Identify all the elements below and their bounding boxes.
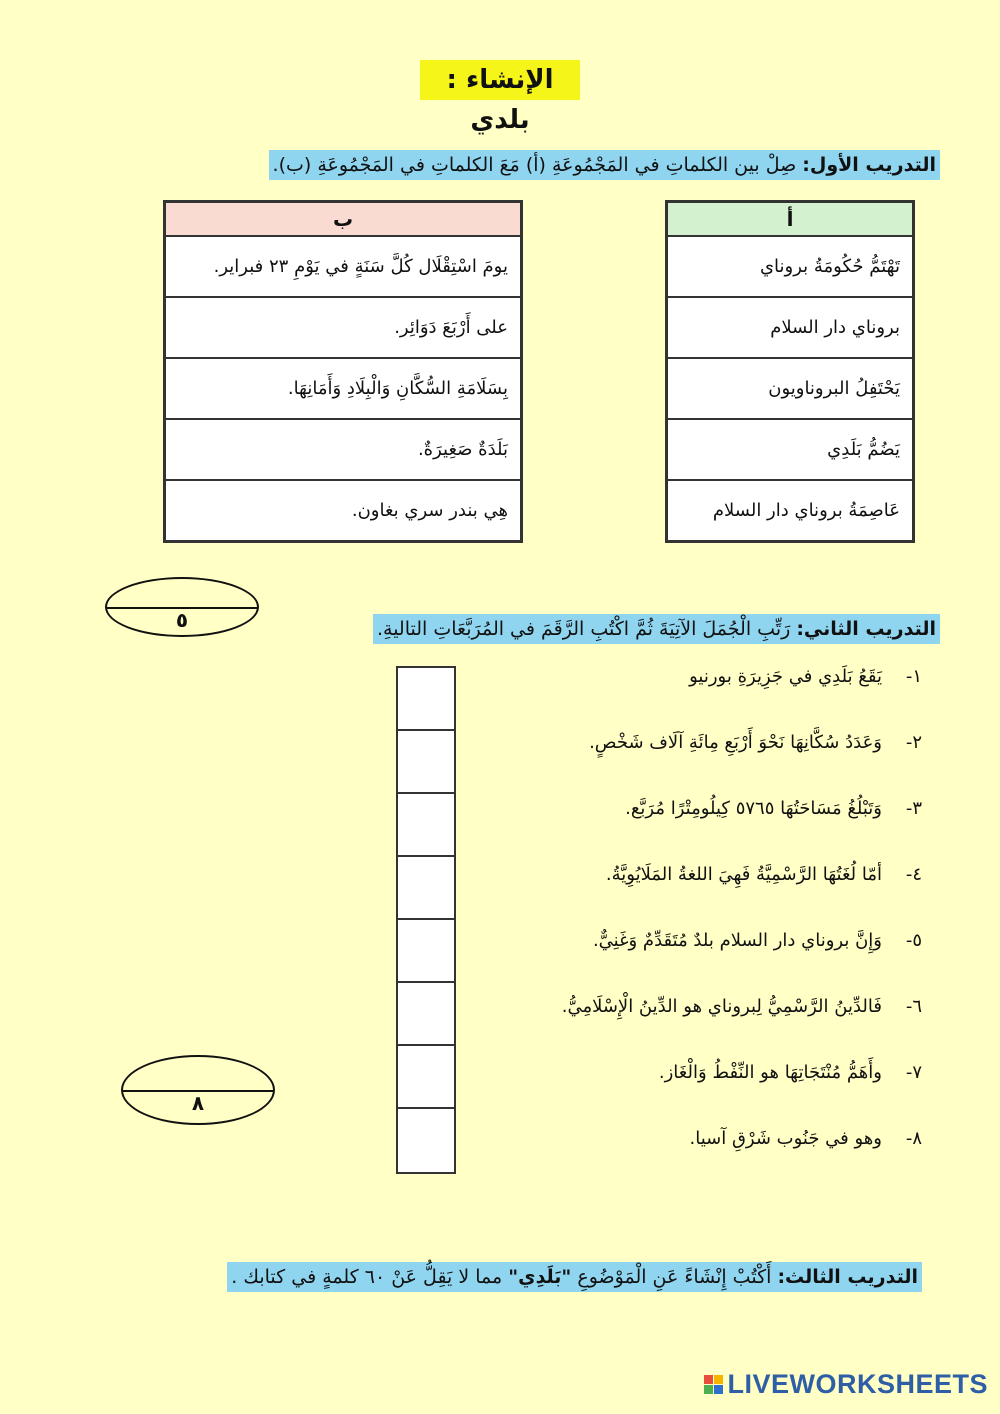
sentence-number: ٧- xyxy=(905,1062,922,1083)
sentence-item xyxy=(482,1056,922,1122)
group-b-item[interactable]: يومَ اسْتِقْلَال كُلَّ سَنَةٍ في يَوْمِ ٢٣ فبراير. xyxy=(165,236,522,297)
answer-box[interactable] xyxy=(398,920,454,983)
exercise-1-label: التدريب الأول: xyxy=(802,154,936,176)
sentence-number: ٨- xyxy=(905,1128,922,1149)
exercise-3-topic: "بَلَدِي" xyxy=(508,1266,572,1288)
sentence-text: فَالدِّينُ الرَّسْمِيُّ لِبروناي هو الدِّينُ الْإِسْلَامِيُّ. xyxy=(561,996,882,1017)
sentence-text: وهو في جَنُوب شَرْقِ آسيا. xyxy=(689,1128,882,1149)
group-b-item[interactable]: بِسَلَامَةِ السُّكَّانِ وَالْبِلَادِ وَأَمَانِهَا. xyxy=(165,358,522,419)
score-oval-exercise-1 xyxy=(105,577,259,637)
sentence-item xyxy=(482,660,922,726)
exercise-2-instruction xyxy=(373,614,940,644)
sentence-text: وَتَبْلُغُ مَسَاحَتُهَا ٥٧٦٥ كِيلُومِتْرًا مُرَبَّع. xyxy=(625,798,882,819)
answer-box[interactable] xyxy=(398,794,454,857)
group-b-item[interactable]: هِي بندر سري بغاون. xyxy=(165,480,522,542)
sentence-item xyxy=(482,792,922,858)
sentence-number: ١- xyxy=(905,666,922,687)
matching-table-group-b xyxy=(163,200,523,543)
max-score: ٨ xyxy=(191,1091,205,1116)
answer-box[interactable] xyxy=(398,1046,454,1109)
group-a-item[interactable]: بروناي دار السلام xyxy=(667,297,914,358)
answer-box[interactable] xyxy=(398,1109,454,1172)
score-oval-exercise-2 xyxy=(121,1055,275,1125)
sentence-text: وَإِنَّ بروناي دار السلام بلدٌ مُتَقَدِّمٌ وَغَنِيٌّ. xyxy=(592,930,882,951)
sentence-number: ٦- xyxy=(905,996,922,1017)
sentence-number: ٤- xyxy=(905,864,922,885)
sentence-number: ٣- xyxy=(905,798,922,819)
exercise-3-text: أَكْتُبْ إِنْشَاءً عَنِ الْمَوْضُوعِ xyxy=(571,1266,778,1288)
liveworksheets-logo xyxy=(704,1369,988,1400)
group-a-item[interactable]: يَضُمُّ بَلَدِي xyxy=(667,419,914,480)
exercise-2-label: التدريب الثاني: xyxy=(796,618,936,640)
sentence-item xyxy=(482,1122,922,1188)
matching-table-group-a xyxy=(665,200,915,543)
group-a-header: أ xyxy=(667,202,914,237)
answer-box-column xyxy=(396,666,456,1174)
exercise-1-text: صِلْ بين الكلماتِ في المَجْمُوعَةِ (أ) مَعَ الكلماتِ في المَجْمُوعَةِ (ب). xyxy=(272,154,803,176)
sentence-item xyxy=(482,726,922,792)
answer-box[interactable] xyxy=(398,731,454,794)
sentence-number: ٥- xyxy=(905,930,922,951)
max-score: ٥ xyxy=(175,608,189,633)
sentence-item xyxy=(482,858,922,924)
group-a-item[interactable]: عَاصِمَةُ بروناي دار السلام xyxy=(667,480,914,542)
group-a-item[interactable]: تَهْتَمُّ حُكُومَةُ بروناي xyxy=(667,236,914,297)
page-title: الإنشاء : بلدي xyxy=(420,60,580,100)
logo-badge-icon xyxy=(704,1375,723,1394)
group-b-item[interactable]: على أَرْبَعَ دَوَائِر. xyxy=(165,297,522,358)
group-b-header: ب xyxy=(165,202,522,237)
sentence-text: وأَهَمُّ مُنْتَجَاتِهَا هو النِّفْطُ وَالْغَاز. xyxy=(658,1062,882,1083)
logo-text: LIVEWORKSHEETS xyxy=(727,1369,988,1399)
sentence-list xyxy=(482,660,922,1188)
answer-box[interactable] xyxy=(398,983,454,1046)
sentence-number: ٢- xyxy=(905,732,922,753)
sentence-item xyxy=(482,990,922,1056)
answer-box[interactable] xyxy=(398,668,454,731)
exercise-2-text: رَتِّبِ الْجُمَلَ الآتِيَةَ ثُمَّ اكْتُبِ الرَّقَمَ في المُرَبَّعَاتِ التاليةِ. xyxy=(376,618,797,640)
answer-box[interactable] xyxy=(398,857,454,920)
sentence-text: يَقَعُ بَلَدِي في جَزِيرَةِ بورنيو xyxy=(689,666,882,687)
sentence-text: أمّا لُغَتُهَا الرَّسْمِيَّةُ فَهِيَ اللغةُ المَلَايُوِيَّةُ. xyxy=(605,864,882,885)
exercise-3-text-end: مما لا يَقِلُّ عَنْ ٦٠ كلمةٍ في كتابك . xyxy=(231,1266,509,1288)
group-a-item[interactable]: يَحْتَفِلُ البروناويون xyxy=(667,358,914,419)
exercise-3-label: التدريب الثالث: xyxy=(777,1266,918,1288)
sentence-text: وَعَدَدُ سُكَّانِهَا نَحْوَ أَرْبَعِ مِائَةِ آلَاف شَخْصٍ. xyxy=(589,732,882,753)
exercise-1-instruction xyxy=(269,150,940,180)
group-b-item[interactable]: بَلَدَةٌ صَغِيرَةٌ. xyxy=(165,419,522,480)
exercise-3-instruction xyxy=(227,1262,922,1292)
sentence-item xyxy=(482,924,922,990)
